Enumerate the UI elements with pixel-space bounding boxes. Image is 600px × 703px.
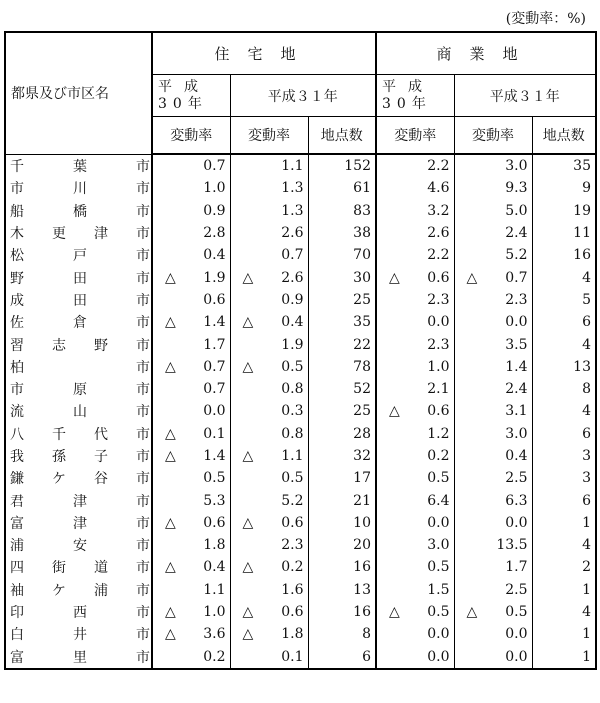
negative-triangle-icon: △ [165, 514, 176, 531]
city-name-text: 佐 倉 市 [10, 315, 150, 332]
negative-triangle-icon: △ [165, 604, 176, 621]
table-row [5, 646, 596, 669]
commercial-h30-rate: 4.6 [376, 177, 454, 199]
commercial-h31-rate: △ 0.7 [454, 266, 532, 288]
negative-triangle-icon: △ [242, 314, 254, 331]
city-name-text: 八 千 代 市 [10, 426, 150, 443]
city-name-text: 市 川 市 [10, 181, 150, 198]
commercial-h31-rate: 5.0 [454, 200, 532, 222]
residential-point-count: 8 [308, 623, 376, 645]
h30-line1: 平成 [158, 78, 210, 95]
residential-point-count-header: 地点数 [308, 117, 376, 155]
residential-h30-rate: 0.6 [152, 289, 230, 311]
commercial-point-count: 1 [532, 579, 596, 601]
commercial-point-count: 1 [532, 512, 596, 534]
commercial-h30-rate: 2.2 [376, 154, 454, 177]
table-body [5, 154, 596, 669]
residential-h31-rate: 1.1 [230, 154, 308, 177]
city-name-text: 袖 ケ 浦 市 [10, 582, 150, 599]
h30-line1: 平成 [382, 78, 434, 95]
residential-h31-rate: △ 0.2 [230, 556, 308, 578]
city-name-text: 柏 市 [10, 359, 150, 376]
commercial-h30-rate: 0.0 [376, 646, 454, 669]
commercial-h30-rate: 0.0 [376, 623, 454, 645]
commercial-h30-header [376, 75, 454, 117]
residential-h31-rate: △ 0.6 [230, 601, 308, 623]
residential-h30-rate: △ 1.4 [152, 445, 230, 467]
residential-h30-rate: 0.5 [152, 467, 230, 489]
city-name [5, 489, 152, 511]
h30-line2: 30年 [382, 95, 432, 112]
residential-h30-rate: △ 0.6 [152, 512, 230, 534]
commercial-point-count: 16 [532, 244, 596, 266]
commercial-h30-rate: △ 0.6 [376, 266, 454, 288]
commercial-h31-rate: 0.0 [454, 623, 532, 645]
commercial-h31-rate: 2.3 [454, 289, 532, 311]
residential-h31-rate: 2.6 [230, 222, 308, 244]
commercial-point-count: 35 [532, 154, 596, 177]
residential-h31-rate: 5.2 [230, 489, 308, 511]
residential-point-count: 10 [308, 512, 376, 534]
city-name-text: 富 津 市 [10, 515, 150, 532]
commercial-h30-rate: 2.3 [376, 333, 454, 355]
residential-point-count: 21 [308, 489, 376, 511]
commercial-point-count-header: 地点数 [532, 117, 596, 155]
negative-triangle-icon: △ [165, 448, 176, 464]
residential-point-count: 38 [308, 222, 376, 244]
city-name [5, 200, 152, 222]
commercial-h30-rate: 1.5 [376, 579, 454, 601]
residential-point-count: 28 [308, 423, 376, 445]
city-name-text: 白 井 市 [10, 627, 150, 644]
commercial-h31-rate: 0.0 [454, 311, 532, 333]
city-name-text: 成 田 市 [10, 292, 150, 309]
city-name [5, 333, 152, 355]
commercial-h31-rate: 2.5 [454, 579, 532, 601]
city-name [5, 244, 152, 266]
commercial-h30-rate: 2.1 [376, 378, 454, 400]
commercial-h31-rate-header: 変動率 [454, 117, 532, 155]
commercial-point-count: 4 [532, 601, 596, 623]
residential-point-count: 61 [308, 177, 376, 199]
residential-h31-rate: 0.3 [230, 400, 308, 422]
commercial-point-count: 1 [532, 646, 596, 669]
commercial-h31-rate: 1.7 [454, 556, 532, 578]
commercial-point-count: 3 [532, 467, 596, 489]
residential-h30-rate: △ 0.1 [152, 423, 230, 445]
city-name-text: 船 橋 市 [10, 203, 150, 220]
commercial-h31-rate: 2.5 [454, 467, 532, 489]
negative-triangle-icon: △ [242, 559, 254, 576]
commercial-h30-rate: 1.2 [376, 423, 454, 445]
commercial-h31-rate: 1.4 [454, 356, 532, 378]
table-row [5, 244, 596, 266]
commercial-h31-rate: 2.4 [454, 378, 532, 400]
negative-triangle-icon: △ [242, 514, 254, 531]
negative-triangle-icon: △ [165, 559, 176, 576]
h30-line2: 30年 [158, 95, 208, 112]
residential-h31-rate: 1.3 [230, 200, 308, 222]
negative-triangle-icon: △ [165, 314, 176, 331]
residential-point-count: 35 [308, 311, 376, 333]
city-name-text: 市 原 市 [10, 382, 150, 399]
commercial-h31-rate: 3.1 [454, 400, 532, 422]
commercial-point-count: 4 [532, 400, 596, 422]
city-name [5, 646, 152, 669]
table-row [5, 177, 596, 199]
city-name [5, 445, 152, 467]
negative-triangle-icon: △ [389, 604, 400, 621]
city-name [5, 266, 152, 288]
commercial-h30-rate: 3.2 [376, 200, 454, 222]
residential-point-count: 78 [308, 356, 376, 378]
commercial-h31-rate: 0.0 [454, 646, 532, 669]
commercial-h31-rate: 0.0 [454, 512, 532, 534]
residential-h31-rate: 0.1 [230, 646, 308, 669]
table-row [5, 534, 596, 556]
residential-point-count: 32 [308, 445, 376, 467]
residential-point-count: 16 [308, 601, 376, 623]
commercial-point-count: 11 [532, 222, 596, 244]
residential-h31-rate: 1.6 [230, 579, 308, 601]
commercial-point-count: 6 [532, 489, 596, 511]
negative-triangle-icon: △ [165, 358, 176, 375]
land-price-change-table [4, 31, 597, 670]
commercial-h30-rate: 2.6 [376, 222, 454, 244]
residential-h30-rate: △ 3.6 [152, 623, 230, 645]
table-row [5, 311, 596, 333]
residential-h30-rate: 2.8 [152, 222, 230, 244]
residential-h31-rate-header: 変動率 [230, 117, 308, 155]
negative-triangle-icon: △ [242, 626, 254, 643]
city-name-text: 習 志 野 市 [10, 337, 150, 354]
commercial-h31-rate: 5.2 [454, 244, 532, 266]
residential-h30-rate: △ 1.9 [152, 266, 230, 288]
commercial-h31-rate: 3.0 [454, 423, 532, 445]
commercial-point-count: 13 [532, 356, 596, 378]
residential-h30-rate: △ 1.0 [152, 601, 230, 623]
city-name [5, 289, 152, 311]
city-name [5, 356, 152, 378]
commercial-h31-rate: 9.3 [454, 177, 532, 199]
city-name [5, 400, 152, 422]
commercial-h31-rate: 2.4 [454, 222, 532, 244]
commercial-point-count: 5 [532, 289, 596, 311]
residential-h30-rate: △ 1.4 [152, 311, 230, 333]
negative-triangle-icon: △ [242, 604, 254, 621]
negative-triangle-icon: △ [466, 269, 478, 286]
table-row [5, 333, 596, 355]
residential-point-count: 25 [308, 400, 376, 422]
negative-triangle-icon: △ [389, 269, 400, 286]
table-row [5, 154, 596, 177]
residential-h30-header [152, 75, 230, 117]
city-name [5, 556, 152, 578]
residential-h30-rate: 1.7 [152, 333, 230, 355]
residential-h30-rate: 1.0 [152, 177, 230, 199]
commercial-point-count: 2 [532, 556, 596, 578]
negative-triangle-icon: △ [389, 403, 400, 420]
residential-point-count: 70 [308, 244, 376, 266]
table-row [5, 289, 596, 311]
residential-h31-rate: △ 0.5 [230, 356, 308, 378]
commercial-point-count: 6 [532, 311, 596, 333]
commercial-h31-header: 平成３１年 [454, 75, 596, 117]
city-name [5, 579, 152, 601]
residential-h31-rate: △ 1.1 [230, 445, 308, 467]
table-row [5, 378, 596, 400]
negative-triangle-icon: △ [165, 425, 176, 442]
table-row [5, 489, 596, 511]
table-row [5, 266, 596, 288]
negative-triangle-icon: △ [165, 269, 176, 286]
residential-h30-rate-header: 変動率 [152, 117, 230, 155]
city-name [5, 423, 152, 445]
city-name-text: 松 戸 市 [10, 248, 150, 265]
residential-h30-rate: 0.0 [152, 400, 230, 422]
city-name-text: 四 街 道 市 [10, 560, 150, 577]
negative-triangle-icon: △ [242, 358, 254, 375]
commercial-h30-rate: △ 0.5 [376, 601, 454, 623]
city-name-text: 我 孫 子 市 [10, 449, 150, 465]
city-name [5, 467, 152, 489]
commercial-h30-rate-header: 変動率 [376, 117, 454, 155]
commercial-point-count: 1 [532, 623, 596, 645]
residential-h31-rate: 0.8 [230, 378, 308, 400]
city-name [5, 222, 152, 244]
city-name-text: 千 葉 市 [10, 158, 150, 175]
commercial-h30-rate: 0.5 [376, 467, 454, 489]
residential-h30-rate: 1.1 [152, 579, 230, 601]
city-name [5, 378, 152, 400]
city-name-text: 富 里 市 [10, 649, 150, 666]
table-row [5, 601, 596, 623]
residential-h31-header: 平成３１年 [230, 75, 376, 117]
residential-point-count: 83 [308, 200, 376, 222]
residential-h31-rate: 1.3 [230, 177, 308, 199]
residential-h30-rate: 0.7 [152, 154, 230, 177]
table-row [5, 222, 596, 244]
residential-h31-rate: 0.5 [230, 467, 308, 489]
row-label-header: 都県及び市区名 [5, 32, 152, 154]
residential-h31-rate: 0.9 [230, 289, 308, 311]
negative-triangle-icon: △ [242, 269, 254, 286]
residential-point-count: 30 [308, 266, 376, 288]
residential-h30-rate: △ 0.4 [152, 556, 230, 578]
commercial-h30-rate: 0.2 [376, 445, 454, 467]
table-row [5, 512, 596, 534]
residential-h31-rate: 0.7 [230, 244, 308, 266]
unit-note: (変動率：%) [505, 11, 586, 27]
city-name [5, 512, 152, 534]
city-name-text: 印 西 市 [10, 605, 150, 622]
city-name [5, 623, 152, 645]
table-row [5, 200, 596, 222]
residential-point-count: 6 [308, 646, 376, 669]
residential-h31-rate: △ 0.6 [230, 512, 308, 534]
commercial-h31-rate: 13.5 [454, 534, 532, 556]
residential-h31-rate: △ 2.6 [230, 266, 308, 288]
city-name-text: 鎌 ケ 谷 市 [10, 471, 150, 488]
city-name [5, 177, 152, 199]
residential-h30-rate: 5.3 [152, 489, 230, 511]
city-name-text: 野 田 市 [10, 270, 150, 287]
city-name-text: 木 更 津 市 [10, 226, 150, 243]
residential-h30-rate: 0.4 [152, 244, 230, 266]
commercial-h30-rate: 0.5 [376, 556, 454, 578]
commercial-point-count: 4 [532, 534, 596, 556]
residential-point-count: 13 [308, 579, 376, 601]
residential-point-count: 16 [308, 556, 376, 578]
table-row [5, 445, 596, 467]
city-name-text: 君 津 市 [10, 493, 150, 510]
commercial-point-count: 6 [532, 423, 596, 445]
residential-h31-rate: 2.3 [230, 534, 308, 556]
table-row [5, 356, 596, 378]
residential-h31-rate: 1.9 [230, 333, 308, 355]
commercial-group-header: 商業地 [376, 32, 596, 75]
residential-point-count: 22 [308, 333, 376, 355]
city-name [5, 154, 152, 177]
negative-triangle-icon: △ [466, 604, 478, 621]
commercial-h30-rate: 2.3 [376, 289, 454, 311]
table-row [5, 579, 596, 601]
residential-h30-rate: 0.9 [152, 200, 230, 222]
table-row [5, 423, 596, 445]
residential-point-count: 17 [308, 467, 376, 489]
residential-h30-rate: △ 0.7 [152, 356, 230, 378]
residential-h30-rate: 0.2 [152, 646, 230, 669]
commercial-h30-rate: 3.0 [376, 534, 454, 556]
commercial-point-count: 9 [532, 177, 596, 199]
commercial-point-count: 8 [532, 378, 596, 400]
commercial-h30-rate: 1.0 [376, 356, 454, 378]
residential-point-count: 52 [308, 378, 376, 400]
negative-triangle-icon: △ [242, 448, 254, 464]
residential-point-count: 20 [308, 534, 376, 556]
residential-h31-rate: △ 0.4 [230, 311, 308, 333]
commercial-h30-rate: 0.0 [376, 311, 454, 333]
commercial-h31-rate: 0.4 [454, 445, 532, 467]
city-name [5, 311, 152, 333]
residential-h31-rate: 0.8 [230, 423, 308, 445]
residential-point-count: 152 [308, 154, 376, 177]
commercial-h31-rate: 6.3 [454, 489, 532, 511]
commercial-h31-rate: 3.5 [454, 333, 532, 355]
commercial-h31-rate: 3.0 [454, 154, 532, 177]
commercial-h30-rate: 2.2 [376, 244, 454, 266]
residential-h30-rate: 0.7 [152, 378, 230, 400]
negative-triangle-icon: △ [165, 626, 176, 643]
table-row [5, 556, 596, 578]
commercial-h30-rate: △ 0.6 [376, 400, 454, 422]
table-row [5, 467, 596, 489]
table-row [5, 623, 596, 645]
commercial-point-count: 4 [532, 333, 596, 355]
residential-h31-rate: △ 1.8 [230, 623, 308, 645]
residential-point-count: 25 [308, 289, 376, 311]
commercial-h31-rate: △ 0.5 [454, 601, 532, 623]
city-name-text: 浦 安 市 [10, 538, 150, 555]
commercial-h30-rate: 6.4 [376, 489, 454, 511]
commercial-h30-rate: 0.0 [376, 512, 454, 534]
residential-group-header: 住宅地 [152, 32, 376, 75]
city-name-text: 流 山 市 [10, 404, 150, 421]
city-name [5, 534, 152, 556]
table-row [5, 400, 596, 422]
commercial-point-count: 4 [532, 266, 596, 288]
commercial-point-count: 19 [532, 200, 596, 222]
residential-h30-rate: 1.8 [152, 534, 230, 556]
city-name [5, 601, 152, 623]
commercial-point-count: 3 [532, 445, 596, 467]
